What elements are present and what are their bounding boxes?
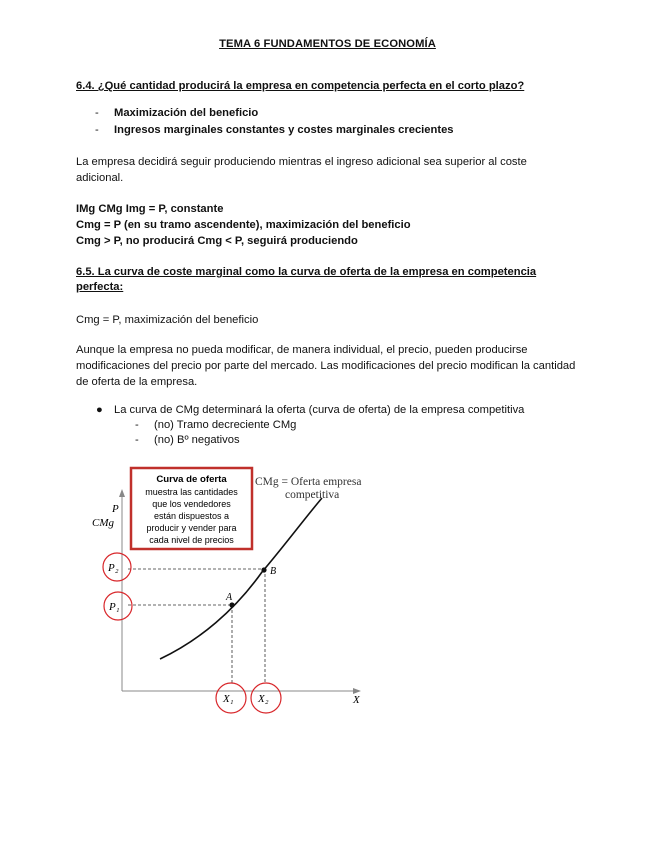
rule-line-3: Cmg > P, no producirá Cmg < P, seguirá produciendo [76,235,358,247]
list-item [0,404,655,419]
y-axis-arrow [119,489,125,497]
point-a-label: A [226,592,233,603]
paragraph-1: La empresa decidirá seguir produciendo mientras el ingreso adicional sea superior al coste adicional. [76,156,527,184]
bullet-dot: ● [96,404,103,416]
definition-box-line: que los vendedores [152,499,231,509]
y-axis-label-p: P [112,503,119,515]
bullet-text: La curva de CMg determinará la oferta (curva de oferta) de la empresa competitiva [114,404,525,416]
formula-line: Cmg = P, maximización del beneficio [76,314,259,326]
list-item [0,419,655,434]
supply-curve-figure [0,460,655,720]
definition-box-line: producir y vender para [146,523,237,533]
dash-marker: - [95,124,99,136]
dash-marker: - [95,107,99,119]
rule-line-2: Cmg = P (en su tramo ascendente), maximización del beneficio [76,219,411,231]
dash-marker: - [135,419,139,431]
rule-line-1: IMg CMg Img = P, constante [76,203,224,215]
y-axis-label-cmg: CMg [92,517,114,529]
list-item [0,124,655,141]
bullet-text: Ingresos marginales constantes y costes marginales crecientes [114,124,454,136]
subitem-text: (no) Bº negativos [154,434,240,446]
curve-label-line1: CMg = Oferta empresa [255,476,362,488]
definition-box-line: cada nivel de precios [149,535,234,545]
point-b-marker [261,567,266,572]
definition-box-line: están dispuestos a [153,511,230,521]
document-title: TEMA 6 FUNDAMENTOS DE ECONOMÍA [219,38,436,50]
x-axis-label: X [353,694,360,706]
section-heading-6-5: 6.5. La curva de coste marginal como la curva de oferta de la empresa en competencia perfecta: [76,266,537,293]
paragraph-2: Aunque la empresa no pueda modificar, de manera individual, el precio, pueden producirse modificaciones del precio por parte del mercado. Las modificaciones del precio modifican la cantidad de oferta de la empresa. [76,344,576,388]
bullet-list-2 [0,404,655,449]
x1-label: X₁ [223,693,234,705]
point-b-label: B [270,566,277,577]
p1-label: P₁ [109,601,120,613]
list-item [0,434,655,449]
x2-label: X₂ [258,693,269,705]
bullet-text: Maximización del beneficio [114,107,259,119]
curve-label-line2: competitiva [285,489,340,501]
definition-box-title: Curva de oferta [156,474,227,485]
bullet-list-1 [0,107,655,141]
section-heading-6-4: 6.4. ¿Qué cantidad producirá la empresa en competencia perfecta en el corto plazo? [76,80,525,92]
point-a-marker [229,602,234,607]
subitem-text: (no) Tramo decreciente CMg [154,419,297,431]
dash-marker: - [135,434,139,446]
p2-label: P₂ [108,562,119,574]
definition-box-line: muestra las cantidades [145,487,238,497]
list-item [0,107,655,124]
